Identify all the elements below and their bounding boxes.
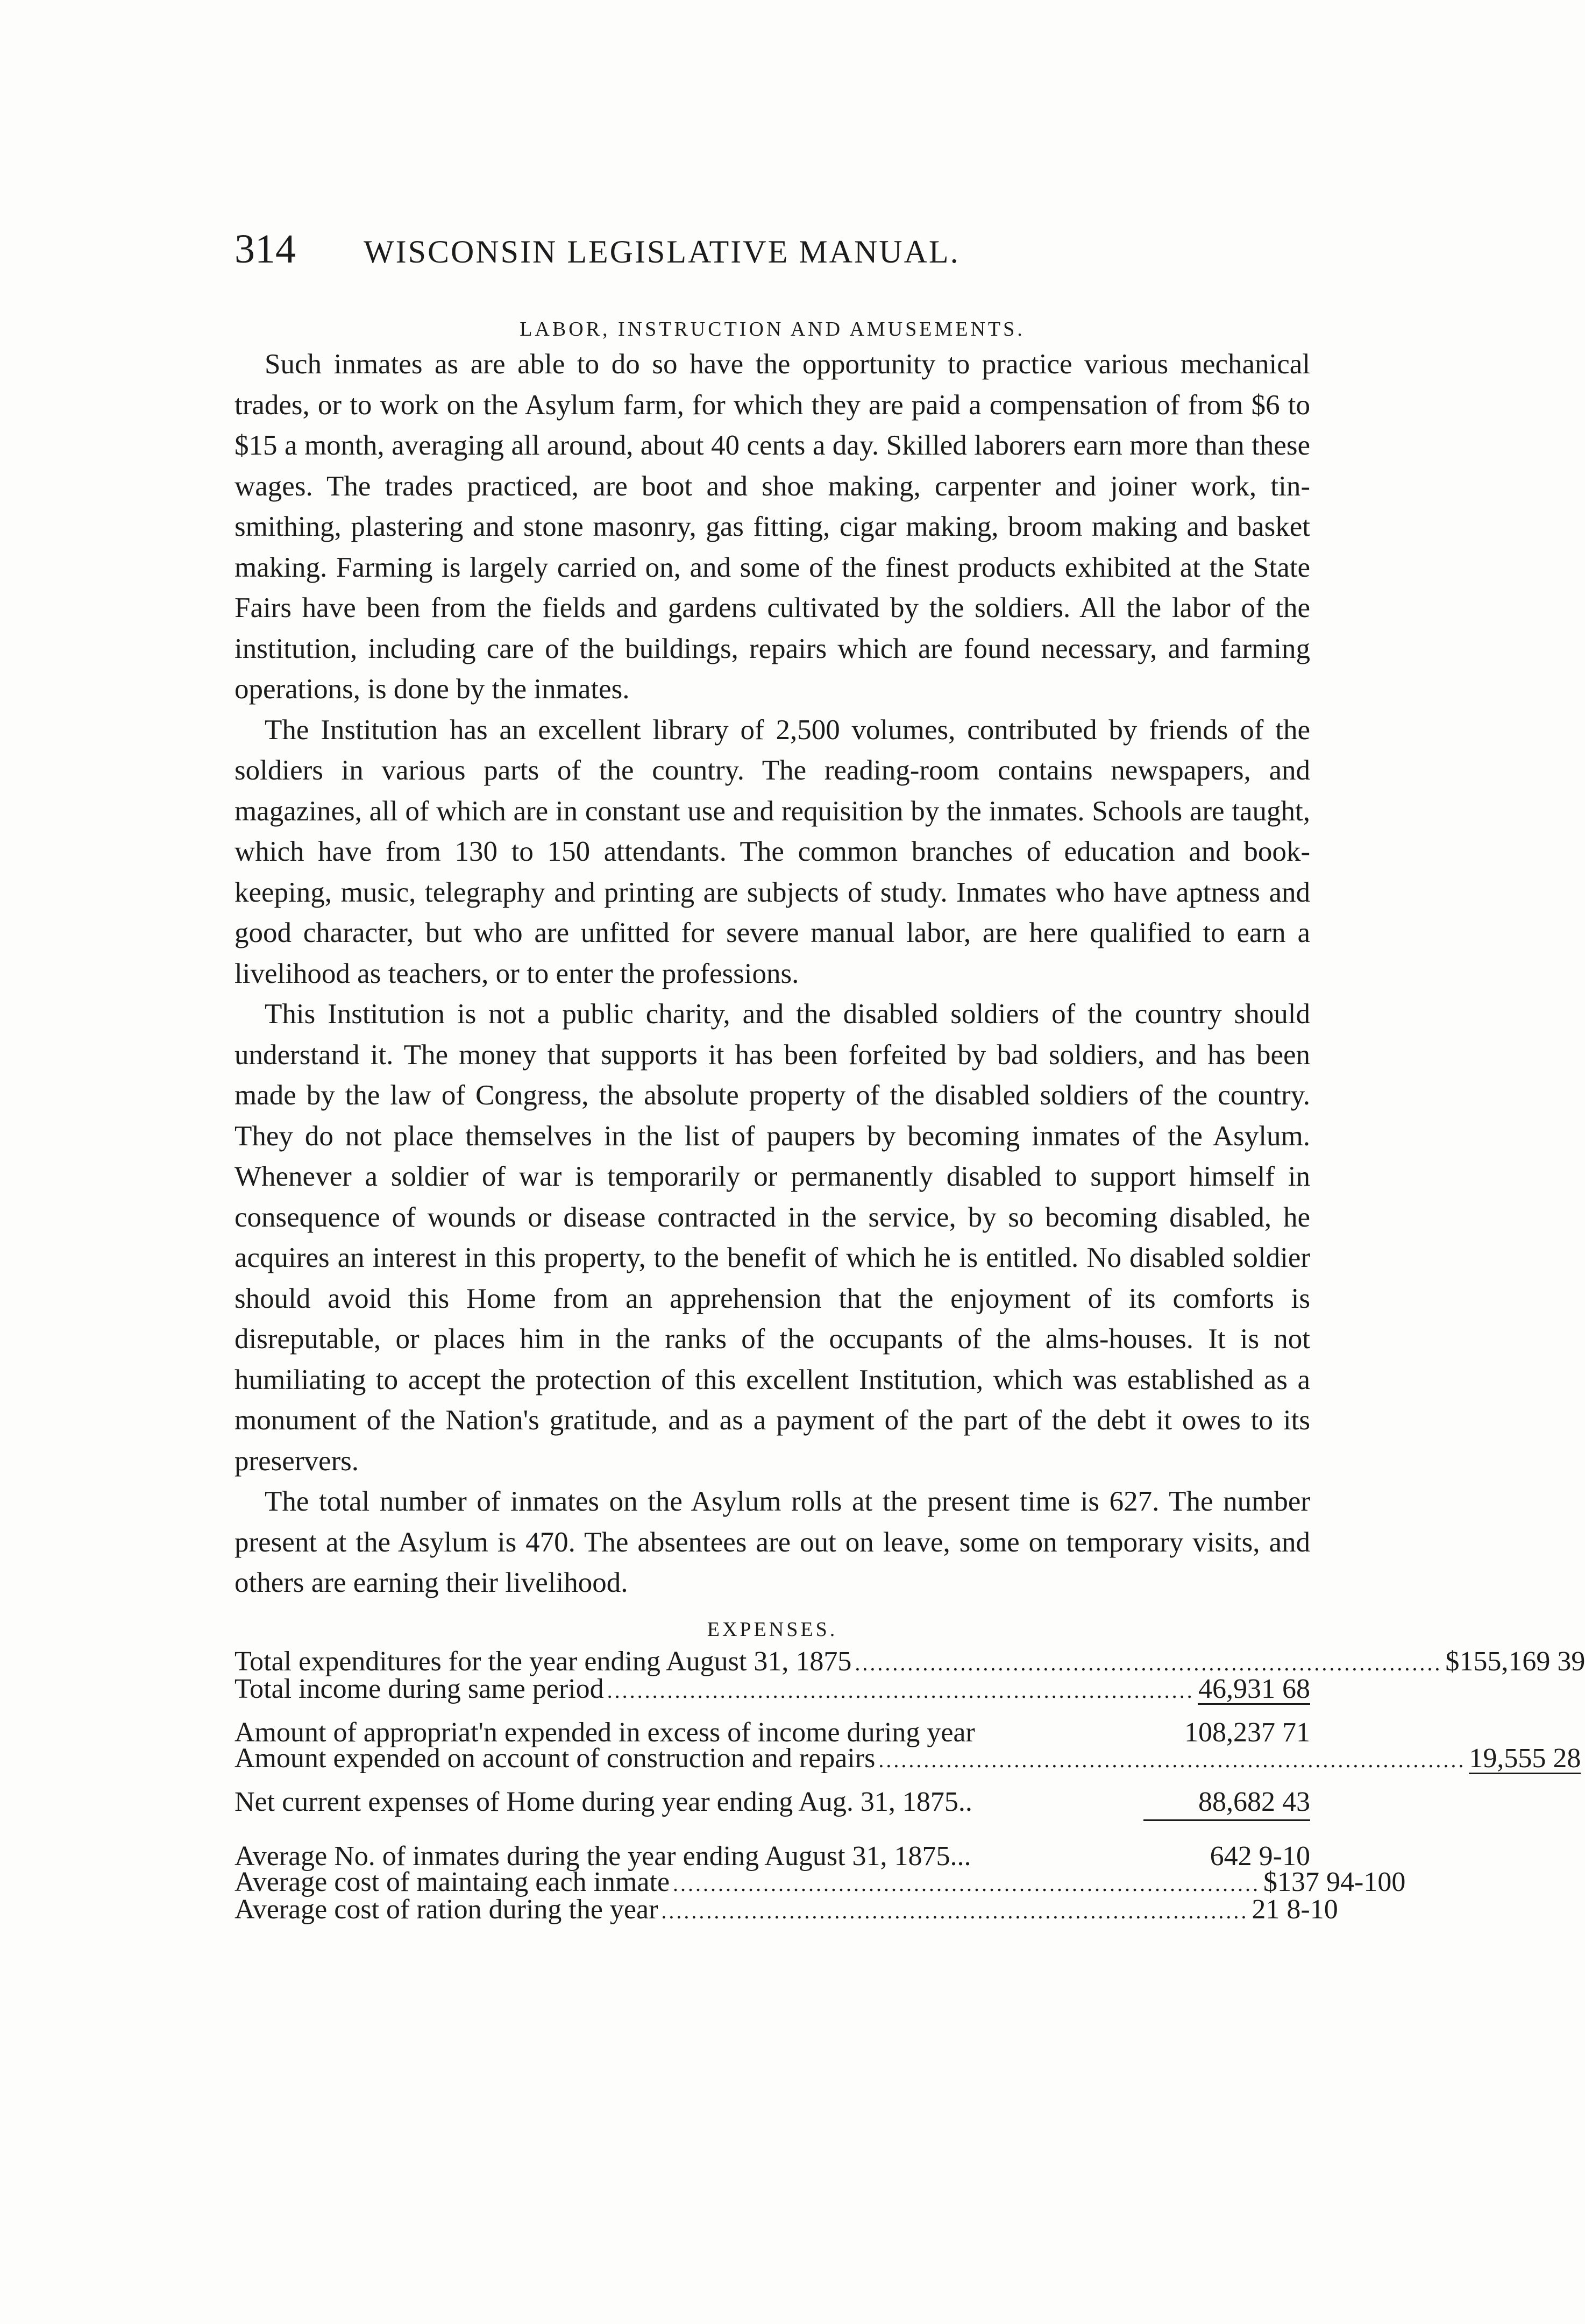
expenses-table — [234, 1646, 1585, 1925]
expenses-group-net — [234, 1786, 1310, 1829]
expense-row — [234, 1840, 1310, 1872]
expense-label: Average cost of ration during the year — [234, 1894, 658, 1925]
running-title: WISCONSIN LEGISLATIVE MANUAL. — [364, 234, 960, 270]
document-page — [234, 226, 1585, 1939]
expense-value: 21 8-10 — [1252, 1894, 1338, 1925]
expense-value: 19,555 28 — [1469, 1742, 1581, 1774]
expense-label: Amount expended on account of construction and repairs — [234, 1742, 876, 1774]
paragraph-charity: This Institution is not a public charity, and the disabled soldiers of the country should understand it. The money that supports it has been forfeited by bad soldiers, and has been made by the law of Congress, the absolute property of the disabled soldiers of the country. They do not place themselves in the list of paupers by becoming inmates of the Asylum. Whenever a soldier of war is temporarily or permanently disabled to support himself in consequence of wounds or disease contracted in the service, by so becoming disabled, he acquires an interest in this property, to the benefit of which he is entitled. No disabled soldier should avoid this Home from an apprehension that the enjoyment of its comforts is disreputable, or places him in the ranks of the occupants of the alms-houses. It is not humiliating to accept the protection of this excellent Institution, which was established as a monument of the Nation's gratitude, and as a payment of the part of the debt it owes to its preservers. — [234, 998, 1310, 1477]
expense-value: 46,931 68 — [1198, 1673, 1310, 1704]
leader-dots: .............................................................................. — [661, 1898, 1249, 1923]
leader-dots: .............................................................................. — [855, 1650, 1442, 1675]
running-head — [234, 226, 1310, 285]
expenses-group-averages — [234, 1840, 1406, 1925]
expense-label: Average No. of inmates during the year ending August 31, 1875... — [234, 1840, 971, 1872]
expense-row — [234, 1742, 1581, 1774]
page-number: 314 — [234, 226, 296, 272]
expense-value: 88,682 43 — [1198, 1786, 1310, 1817]
leader-dots: .............................................................................. — [673, 1871, 1261, 1896]
paragraph-library: The Institution has an excellent library of 2,500 volumes, contributed by friends of the soldiers in various parts of the country. The reading-room contains newspapers, and magazines, all of which are in constant use and requisition by the inmates. Schools are taught, which have from 130 to 150 attendants. The common branches of education and book-keeping, music, telegraphy and printing are subjects of study. Inmates who have aptness and good character, but who are unfitted for severe manual labor, are here qualified to earn a livelihood as teachers, or to enter the professions. — [234, 714, 1310, 989]
leader-dots: .............................................................................. — [607, 1678, 1195, 1703]
expense-label: Amount of appropriat'n expended in excess of income during year — [234, 1717, 975, 1748]
expense-value: $155,169 39 — [1445, 1646, 1585, 1677]
expense-row — [234, 1673, 1310, 1705]
expense-label: Average cost of maintaing each inmate — [234, 1866, 670, 1897]
expense-label: Net current expenses of Home during year ending Aug. 31, 1875.. — [234, 1786, 972, 1817]
expense-row — [234, 1717, 1310, 1748]
expense-value: $137 94-100 — [1263, 1866, 1406, 1897]
expenses-group-totals — [234, 1646, 1585, 1705]
expense-row — [234, 1894, 1338, 1925]
paragraph-labor: Such inmates as are able to do so have the opportunity to practice various mechanical trades, or to work on the Asylum farm, for which they are paid a compensation of from $6 to $15 a month, averaging all around, about 40 cents a day. Skilled laborers earn more than these wages. The trades practiced, are boot and shoe making, carpenter and joiner work, tin-smithing, plastering and stone masonry, gas fitting, cigar making, broom making and basket making. Farming is largely carried on, and some of the finest products exhibited at the State Fairs have been from the fields and gardens cultivated by the soldiers. All the labor of the institution, including care of the buildings, repairs which are found necessary, and farming operations, is done by the inmates. — [234, 349, 1310, 705]
expense-value: 108,237 71 — [1184, 1717, 1310, 1748]
paragraph-inmates: The total number of inmates on the Asylum rolls at the present time is 627. The number present at the Asylum is 470. The absentees are out on leave, some on temporary visits, and others are earning their livelihood. — [234, 1486, 1310, 1598]
expense-value: 642 9-10 — [1210, 1840, 1310, 1872]
expense-label: Total expenditures for the year ending August 31, 1875 — [234, 1646, 852, 1677]
expense-row — [234, 1786, 1310, 1817]
expense-label: Total income during same period — [234, 1673, 604, 1704]
expenses-group-appropriation — [234, 1717, 1581, 1774]
leader-dots: .............................................................................. — [878, 1747, 1466, 1772]
expense-row — [234, 1866, 1406, 1897]
expense-row — [234, 1646, 1585, 1677]
expenses-heading: EXPENSES. — [707, 1618, 838, 1641]
section-heading: LABOR, INSTRUCTION AND AMUSEMENTS. — [520, 318, 1025, 341]
